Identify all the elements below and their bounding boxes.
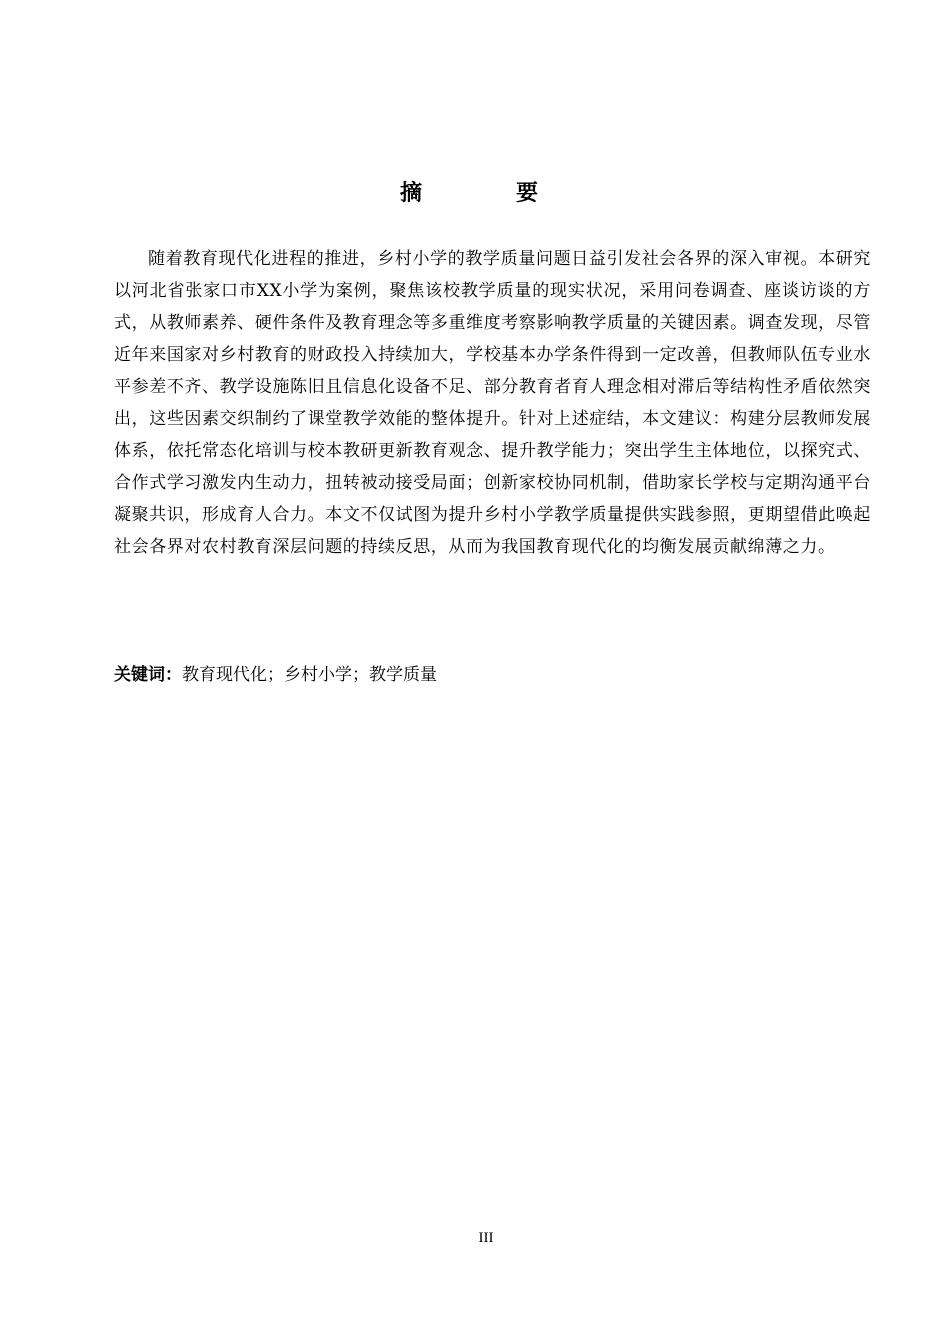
abstract-title: 摘 要 [399, 181, 574, 206]
page-number: III [478, 1230, 494, 1246]
keywords-line [114, 659, 871, 691]
keywords-text: 教育现代化；乡村小学；教学质量 [182, 665, 437, 685]
keywords-label: 关键词： [114, 665, 182, 685]
abstract-body: 随着教育现代化进程的推进，乡村小学的教学质量问题日益引发社会各界的深入审视。本研究以河北省张家口市XX小学为案例，聚焦该校教学质量的现实状况，采用问卷调查、座谈访谈的方式，从教师素养、硬件条件及教育理念等多重维度考察影响教学质量的关键因素。调查发现，尽管近年来国家对乡村教育的财政投入持续加大，学校基本办学条件得到一定改善，但教师队伍专业水平参差不齐、教学设施陈旧且信息化设备不足、部分教育者育人理念相对滞后等结构性矛盾依然突出，这些因素交织制约了课堂教学效能的整体提升。针对上述症结，本文建议：构建分层教师发展体系，依托常态化培训与校本教研更新教育观念、提升教学能力；突出学生主体地位，以探究式、合作式学习激发内生动力，扭转被动接受局面；创新家校协同机制，借助家长学校与定期沟通平台凝聚共识，形成育人合力。本文不仅试图为提升乡村小学教学质量提供实践参照，更期望借此唤起社会各界对农村教育深层问题的持续反思，从而为我国教育现代化的均衡发展贡献绵薄之力。 [114, 249, 871, 557]
